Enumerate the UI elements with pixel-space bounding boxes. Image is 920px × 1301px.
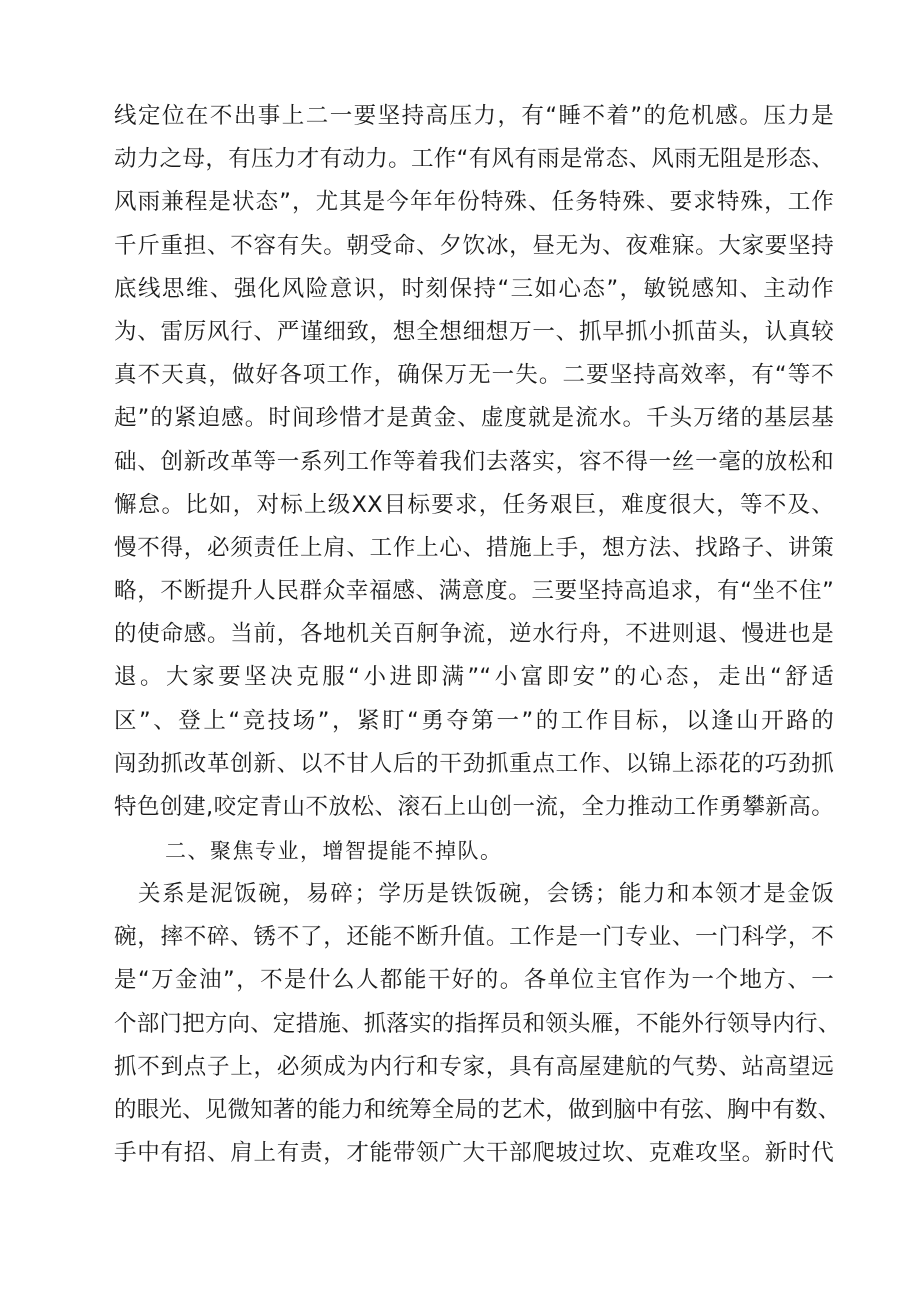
text-line: 的眼光、见微知著的能力和统筹全局的艺术，做到脑中有弦、胸中有数、	[114, 1096, 841, 1123]
text-line: 碗，摔不碎、锈不了，还能不断升值。工作是一门专业、一门科学，不	[114, 924, 834, 951]
text-line: 个部门把方向、定措施、抓落实的指挥员和领头雁，不能外行领导内行、	[114, 1010, 841, 1037]
text-line: 懈怠。比如，对标上级XX目标要求，任务艰巨，难度很大，等不及、	[114, 491, 834, 518]
text-line: 退。大家要坚决克服“小进即满”“小富即安”的心态，走出“舒适	[114, 664, 834, 691]
text-line: 手中有招、肩上有责，才能带领广大干部爬坡过坎、克难攻坚。新时代	[114, 1140, 834, 1167]
paragraph-1	[114, 95, 834, 829]
text-line: 特色创建,咬定青山不放松、滚石上山创一流，全力推动工作勇攀新高。	[114, 794, 834, 820]
text-line: 慢不得，必须责任上肩、工作上心、措施上手，想方法、找路子、讲策	[114, 534, 834, 561]
text-line: 起”的紧迫感。时间珍惜才是黄金、虚度就是流水。千头万绪的基层基	[114, 405, 834, 432]
text-line: 千斤重担、不容有失。朝受命、夕饮冰，昼无为、夜难寐。大家要坚持	[114, 232, 834, 259]
text-line: 动力之母，有压力才有动力。工作“有风有雨是常态、风雨无阻是形态、	[114, 146, 834, 173]
text-line: 底线思维、强化风险意识，时刻保持“三如心态”，敏锐感知、主动作	[114, 275, 834, 302]
text-line: 真不天真，做好各项工作，确保万无一失。二要坚持高效率，有“等不	[114, 362, 834, 389]
text-line: 为、雷厉风行、严谨细致，想全想细想万一、抓早抓小抓苗头，认真较	[114, 318, 834, 345]
text-line: 础、创新改革等一系列工作等着我们去落实，容不得一丝一毫的放松和	[114, 448, 834, 475]
text-line: 线定位在不出事上二一要坚持高压力，有“睡不着”的危机感。压力是	[114, 103, 834, 129]
text-line: 的使命感。当前，各地机关百舸争流，逆水行舟，不进则退、慢进也是	[114, 621, 834, 648]
text-line: 区”、登上“竞技场”，紧盯“勇夺第一”的工作目标，以逢山开路的	[114, 707, 834, 734]
text-line: 略，不断提升人民群众幸福感、满意度。三要坚持高追求，有“坐不住”	[114, 578, 834, 605]
text-line: 抓不到点子上，必须成为内行和专家，具有高屋建航的气势、站高望远	[114, 1053, 834, 1080]
text-line: 关系是泥饭碗，易碎；学历是铁饭碗，会锈；能力和本领才是金饭	[114, 881, 834, 907]
section-heading: 二、聚焦专业，增智提能不掉队。	[165, 839, 503, 863]
text-line: 是“万金油”，不是什么人都能干好的。各单位主官作为一个地方、一	[114, 967, 834, 994]
paragraph-2	[114, 873, 841, 1175]
text-line: 闯劲抓改革创新、以不甘人后的干劲抓重点工作、以锦上添花的巧劲抓	[114, 750, 834, 777]
text-line: 风雨兼程是状态”，尤其是今年年份特殊、任务特殊、要求特殊，工作	[114, 189, 834, 216]
